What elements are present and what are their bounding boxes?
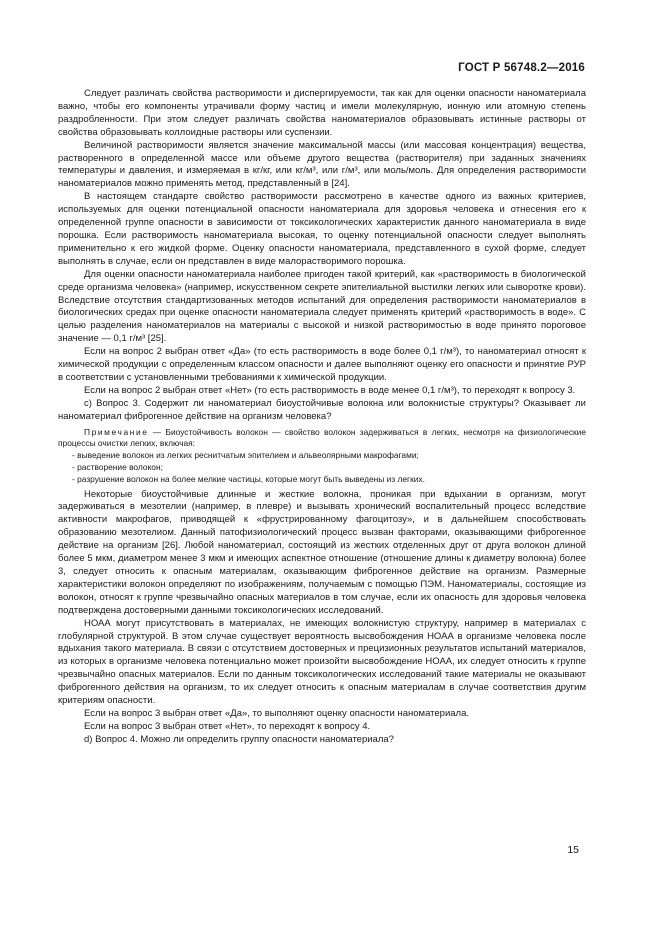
note-text: — Биоустойчивость волокон — свойство волокон задерживаться в легких, несмотря на физиологические процессы очистки легких, включая: <box>58 426 587 449</box>
paragraph: Для оценки опасности наноматериала наиболее пригоден такой критерий, как «растворимость в биологической среде организма человека» (например, искусственном секрете эпителиальной выстилки легких или сыворотке крови). Вследствие отсутствия стандартизованных методов испытаний для определения растворимости наноматериалов в биологических средах при оценке опасности наноматериала следует применять критерий «растворимость в воде». С целью разделения наноматериалов на материалы с высокой и низкой растворимостью в воде принято пороговое значение — 0,1 г/м³ [25]. <box>58 268 586 345</box>
question-3: с) Вопрос 3. Содержит ли наноматериал биоустойчивые волокна или волокнистые структуры? Оказывает ли наноматериал фиброгенное действие на организм человека? <box>58 397 586 422</box>
note-list-item: - разрушение волокон на более мелкие частицы, которые могут быть выведены из легких. <box>72 473 425 484</box>
note-list <box>58 450 586 485</box>
paragraph: Некоторые биоустойчивые длинные и жесткие волокна, проникая при вдыхании в организм, могут задерживаться в мезотелии (например, в плевре) и вызывать хронический воспалительный процесс вследствие активности макрофагов, приводящей к «фрустрированному фагоцитозу», и в дальнейшем способствовать образованию мезотелиом. Данный патофизиологический процесс вызван факторами, оказывающими фиброгенное действие на организм [26]. Любой наноматериал, состоящий из жестких отделенных друг от друга волокон длиной более 5 мкм, диаметром менее 3 мкм и имеющих аспектное отношение (отношение длины к диаметру волокна) более 3, следует относить к опасным материалам, оказывающим фиброгенное действие на организм. Размерные характеристики волокон определяют по изображениям, получаемым с помощью ПЭМ. Наноматериалы, состоящие из волокон, относят к группе чрезвычайно опасных материалов в том случае, если их опасность для здоровья человека подтверждена достоверными данными токсикологических исследований. <box>58 488 586 616</box>
paragraph: Если на вопрос 3 выбран ответ «Да», то выполняют оценку опасности наноматериала. <box>84 707 470 719</box>
note-label: Примечание <box>84 426 149 437</box>
paragraph: В настоящем стандарте свойство растворимости рассмотрено в качестве одного из важных критериев, используемых для оценки потенциальной опасности наноматериала для здоровья человека и отнесения его к определенной группе опасности в зависимости от токсикологических характеристик данного наноматериала в виде порошка. Если растворимость наноматериала высокая, то оценку потенциальной опасности следует выполнять применительно к его жидкой форме. Оценку опасности наноматериала, представленного в сухой форме, следует выполнять в случае, если он представлен в виде малорастворимого порошка. <box>58 191 586 267</box>
paragraph: Если на вопрос 3 выбран ответ «Нет», то переходят к вопросу 4. <box>84 720 371 732</box>
paragraph: Если на вопрос 2 выбран ответ «Да» (то есть растворимость в воде более 0,1 г/м³), то наноматериал относят к химической продукции с определенным классом опасности и далее выполняют оценку его опасности и принятие РУР в соответствии с установленными требованиями к химической продукции. <box>58 346 586 383</box>
paragraph: НОАА могут присутствовать в материалах, не имеющих волокнистую структуру, например в материалах с глобулярной структурой. В этом случае существует вероятность высвобождения НОАА в организме человека после вдыхания такого материала. В связи с отсутствием достоверных и прецизионных результатов испытаний материалов, из которых в организме человека потенциально может произойти высвобождение НОАА, их следует относить к группе чрезвычайно опасных материалов. Если по данным токсикологических исследований такие материалы не оказывают фиброгенного действия на организм, то их следует относить к опасным материалам в случае соответствия другим критериям опасности. <box>58 617 586 707</box>
paragraph: Величиной растворимости является значение максимальной массы (или массовая концентрация) вещества, растворенного в определенной массе или объеме другого вещества (растворителя) при заданных значениях температуры и давления, и измеряемая в кг/кг, или кг/м³, или г/м³, или моль/моль. Для определения растворимости наноматериалов можно применять метод, представленный в [24]. <box>58 139 586 190</box>
document-header: ГОСТ Р 56748.2—2016 <box>458 62 585 74</box>
note-list-item: - растворение волокон; <box>72 461 163 472</box>
note-list-item: - выведение волокон из легких реснитчатым эпителием и альвеолярными макрофагами; <box>72 450 419 461</box>
paragraph: Если на вопрос 2 выбран ответ «Нет» (то есть растворимость в воде менее 0,1 г/м³), то переходят к вопросу 3. <box>84 384 576 396</box>
page-number: 15 <box>567 844 579 856</box>
note <box>58 427 586 451</box>
question-4: d) Вопрос 4. Можно ли определить группу опасности наноматериала? <box>84 733 394 745</box>
paragraph: Следует различать свойства растворимости и диспергируемости, так как для оценки опасности наноматериала важно, чтобы его компоненты утрачивали форму частиц и имели молекулярную, ионную или атомную степень раздробленности. При этом следует различать свойства наноматериалов образовывать истинные растворы от свойства образовывать коллоидные растворы или суспензии. <box>58 88 586 138</box>
page-body <box>58 88 586 747</box>
